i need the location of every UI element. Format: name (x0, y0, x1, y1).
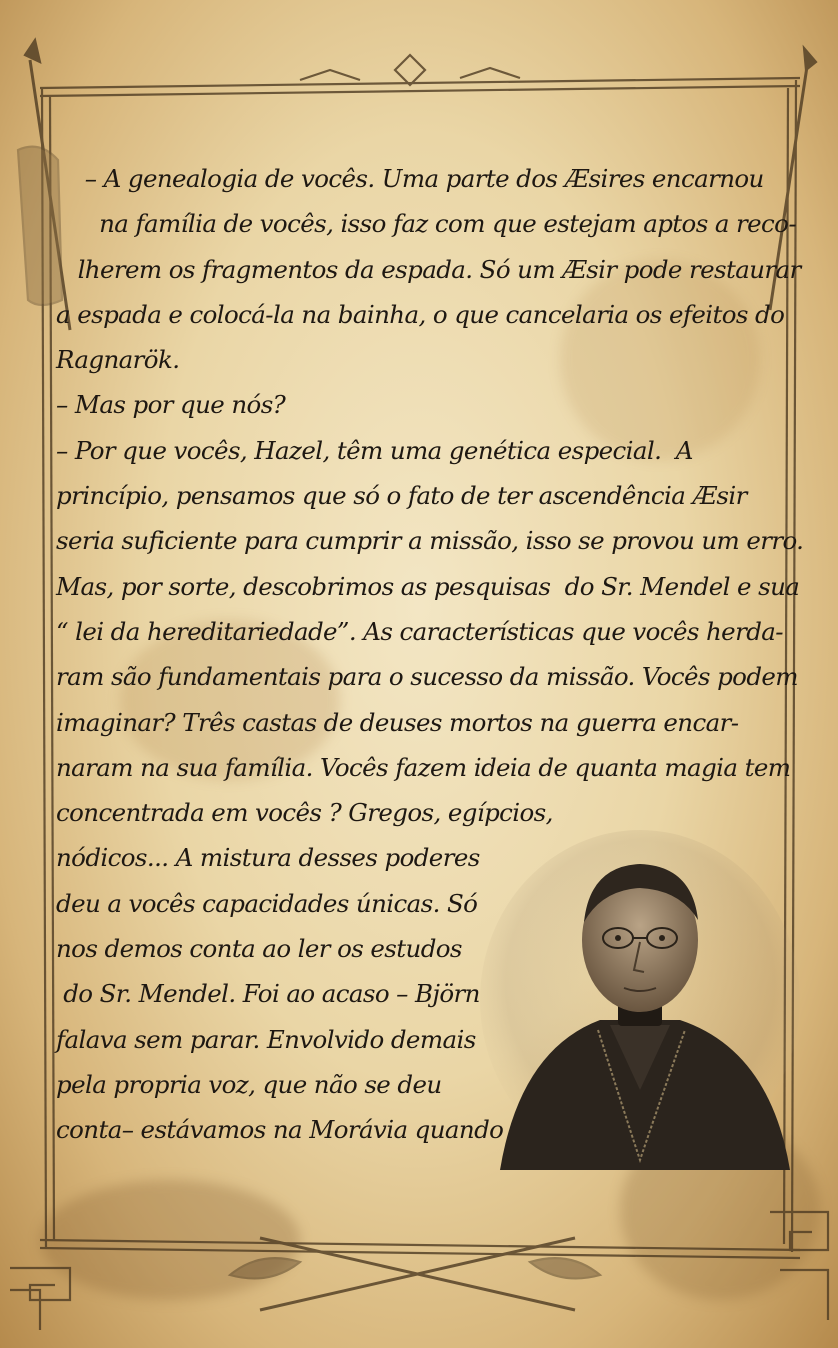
text-line: nódicos... A mistura desses poderes (56, 843, 480, 873)
text-line: do Sr. Mendel. Foi ao acaso – Björn (56, 979, 480, 1009)
text-line: deu a vocês capacidades únicas. Só (56, 888, 478, 918)
story-text (56, 156, 804, 1153)
text-line: Ragnarök. (56, 345, 180, 375)
text-line: ram são fundamentais para o sucesso da missão. Vocês podem (56, 662, 798, 692)
text-line: pela propria voz, que não se deu (56, 1069, 442, 1099)
text-line: seria suficiente para cumprir a missão, isso se provou um erro. (56, 526, 804, 556)
text-line: – Mas por que nós? (56, 390, 286, 420)
text-line: imaginar? Três castas de deuses mortos na guerra encar- (56, 707, 739, 737)
text-line: princípio, pensamos que só o fato de ter ascendência Æsir (56, 481, 747, 511)
text-line: lherem os fragmentos da espada. Só um Æsir pode restaurar (56, 254, 801, 284)
text-line: naram na sua família. Vocês fazem ideia de quanta magia tem (56, 752, 791, 782)
text-line: “ lei da hereditariedade”. As características que vocês herda- (56, 616, 783, 646)
text-line: Mas, por sorte, descobrimos as pesquisas do Sr. Mendel e sua (56, 571, 800, 601)
text-line: conta– estávamos na Morávia quando (56, 1115, 504, 1145)
text-line: – Por que vocês, Hazel, têm uma genética especial. A (56, 435, 693, 465)
text-line: nos demos conta ao ler os estudos (56, 934, 462, 964)
text-line: falava sem parar. Envolvido demais (56, 1024, 476, 1054)
text-line: a espada e colocá-la na bainha, o que cancelaria os efeitos do (56, 299, 785, 329)
text-line: – A genealogia de vocês. Uma parte dos Æsires encarnou (56, 164, 764, 193)
text-line: na família de vocês, isso faz com que estejam aptos a reco- (56, 209, 797, 239)
text-line: concentrada em vocês ? Gregos, egípcios, (56, 798, 553, 828)
